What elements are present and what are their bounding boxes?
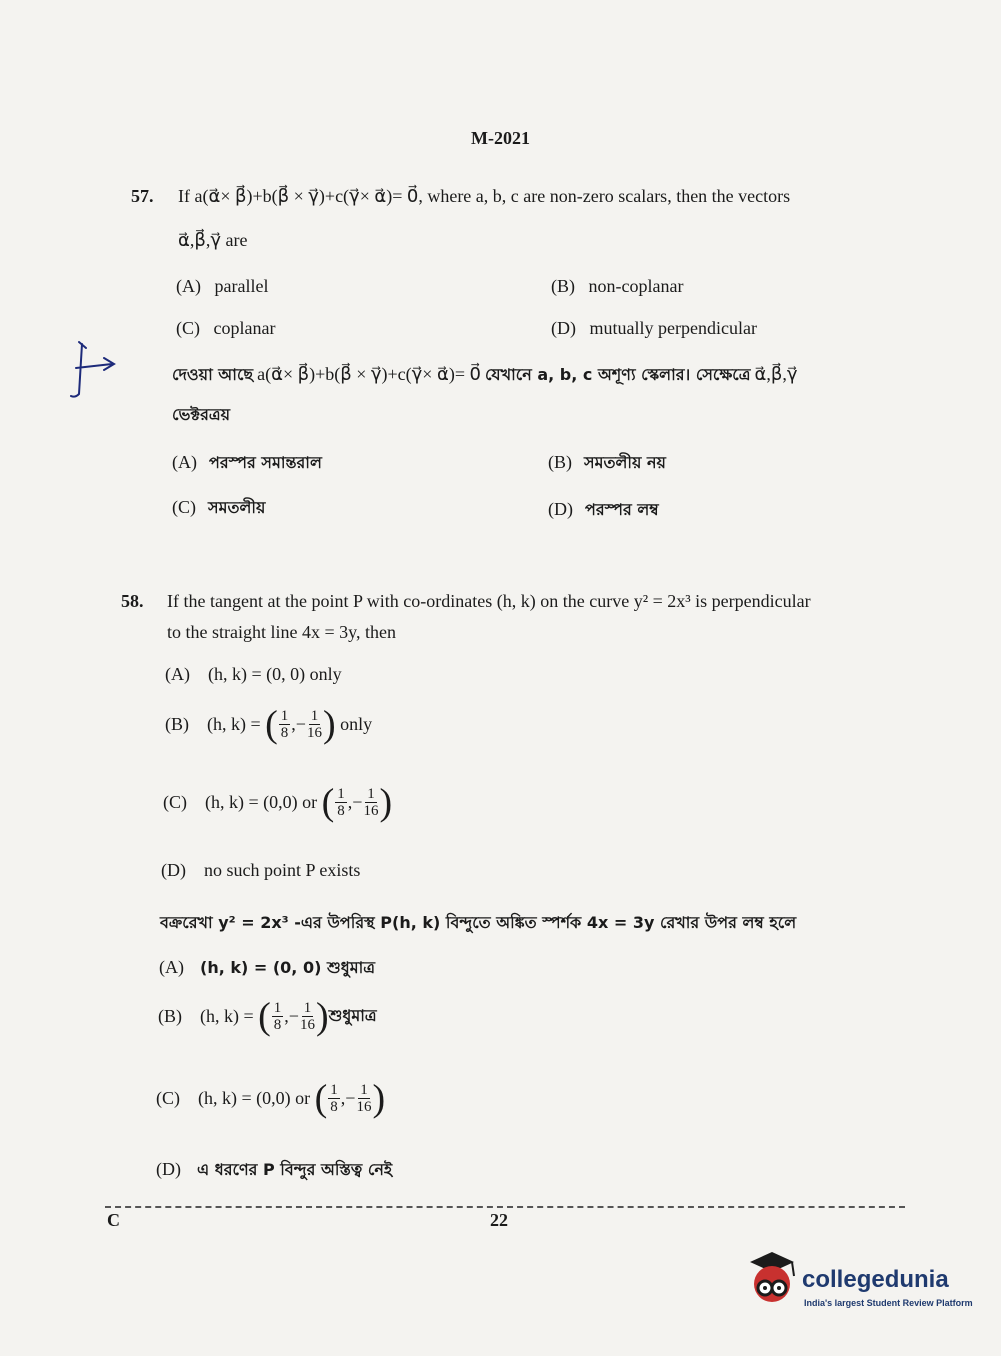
fraction-1-16: $\frac{1}{16}$	[356, 1082, 372, 1115]
option-text: no such point P exists	[204, 860, 361, 880]
q58-option-d	[161, 860, 360, 881]
option-text: সমতলীয় নয়	[584, 453, 666, 472]
fraction-1-8: $\frac{1}{8}$	[280, 708, 289, 741]
q57-option-a	[176, 276, 268, 297]
q58-bengali-stem: বক্ররেখা y² = 2x³ -এর উপরিস্থ P(h, k) বিন্দুতে অঙ্কিত স্পর্শক 4x = 3y রেখার উপর লম্ব হলে	[160, 913, 797, 932]
option-label: (A)	[172, 452, 197, 472]
option-suffix: only	[340, 714, 373, 734]
q57-stem-prefix: If	[178, 186, 190, 206]
bn-suffix: যেখানে a, b, c অশূণ্য স্কেলার। সেক্ষেত্রে	[484, 365, 751, 384]
option-label: (C)	[172, 497, 196, 517]
page-number: 22	[490, 1210, 508, 1230]
option-label: (D)	[551, 318, 576, 338]
option-text: সমতলীয়	[208, 498, 266, 517]
q57-bengali-stem	[172, 362, 797, 389]
option-suffix: শুধুমাত্র	[328, 1006, 377, 1025]
collegedunia-logo	[742, 1248, 972, 1312]
option-label: (C)	[176, 318, 200, 338]
logo-tagline: India's largest Student Review Platform	[804, 1298, 973, 1308]
q58-bn-option-b: (B) (h, k) = ( $\frac{1}{8}$ ,− $\frac{1}{16}$ )শুধুমাত্র	[158, 995, 377, 1038]
option-label: (D)	[156, 1159, 181, 1179]
bn-prefix: দেওয়া আছে	[172, 365, 254, 384]
set-code: C	[107, 1210, 120, 1230]
q58-bn-option-a	[159, 955, 375, 982]
option-text: পরস্পর লম্ব	[585, 500, 659, 519]
fraction-1-16: $\frac{1}{16}$	[306, 708, 322, 741]
q57-bn-option-c	[172, 495, 265, 522]
q57-stem-suffix: , where a, b, c are non-zero scalars, then the vectors	[418, 186, 791, 206]
q57-bn-option-b	[548, 450, 666, 477]
option-text: (h, k) = (0, 0) only	[208, 664, 342, 684]
option-label: (D)	[548, 499, 573, 519]
q58-option-c: (C) (h, k) = (0,0) or ( $\frac{1}{8}$ ,− $\frac{1}{16}$ )	[163, 781, 393, 824]
option-text: এ ধরণের P বিন্দুর অস্তিত্ব নেই	[197, 1160, 393, 1179]
mascot-icon	[742, 1248, 800, 1308]
q57-option-b	[551, 276, 683, 297]
q57-bn-option-a	[172, 450, 322, 477]
fraction-1-16: $\frac{1}{16}$	[299, 1000, 315, 1033]
question-58-number: 58.	[121, 591, 144, 611]
option-text: parallel	[214, 276, 269, 296]
option-label: (B)	[165, 714, 189, 734]
q58-option-b: (B) (h, k) = ( $\frac{1}{8}$ ,− $\frac{1}{16}$ ) only	[165, 703, 373, 746]
q58-stem-line2: to the straight line 4x = 3y, then	[167, 622, 396, 642]
option-label: (C)	[163, 792, 187, 812]
fraction-1-16: $\frac{1}{16}$	[363, 786, 379, 819]
fraction-1-8: $\frac{1}{8}$	[337, 786, 345, 819]
fraction-1-8: $\frac{1}{8}$	[330, 1082, 338, 1115]
q58-bn-option-c: (C) (h, k) = (0,0) or ( $\frac{1}{8}$ ,− $\frac{1}{16}$ )	[156, 1077, 386, 1120]
bn-expression: a(α⃗× β⃗)+b(β⃗ × γ⃗)+c(γ⃗× α⃗)= 0⃗	[257, 364, 481, 384]
option-prefix: (h, k) = (0,0) or	[205, 792, 318, 812]
pen-mark-icon	[68, 338, 128, 400]
option-text: coplanar	[213, 318, 276, 338]
q58-bn-option-d	[156, 1157, 392, 1184]
option-text: পরস্পর সমান্তরাল	[209, 453, 322, 472]
option-label: (A)	[159, 957, 184, 977]
option-prefix: (h, k) =	[200, 1006, 254, 1026]
option-text: non-coplanar	[588, 276, 684, 296]
option-label: (A)	[176, 276, 201, 296]
option-label: (B)	[551, 276, 575, 296]
option-prefix: (h, k) = (0,0) or	[198, 1088, 311, 1108]
q57-bn-option-d	[548, 497, 659, 524]
question-57-number: 57.	[131, 186, 154, 206]
question-57-stem	[178, 186, 790, 207]
q57-option-c	[176, 318, 275, 339]
option-label: (D)	[161, 860, 186, 880]
option-text: (h, k) = (0, 0) শুধুমাত্র	[200, 958, 375, 977]
q57-stem-line2: α⃗,β⃗,γ⃗ are	[178, 230, 248, 250]
fraction-1-8: $\frac{1}{8}$	[273, 1000, 282, 1033]
option-label: (C)	[156, 1088, 180, 1108]
q57-option-d	[551, 318, 757, 339]
exam-code: M-2021	[471, 128, 530, 148]
q57-expression: a(α⃗× β⃗)+b(β⃗ × γ⃗)+c(γ⃗× α⃗)= 0⃗	[194, 186, 419, 206]
logo-name: collegedunia	[802, 1266, 949, 1293]
q58-stem-line1: If the tangent at the point P with co-ordinates (h, k) on the curve y² = 2x³ is perpendicular	[167, 591, 811, 611]
option-label: (A)	[165, 664, 190, 684]
option-label: (B)	[158, 1006, 182, 1026]
option-prefix: (h, k) =	[207, 714, 261, 734]
q57-bengali-line2: ভেক্টরত্রয়	[172, 405, 231, 424]
option-text: mutually perpendicular	[589, 318, 757, 338]
q58-option-a	[165, 664, 342, 685]
footer-divider	[105, 1206, 905, 1208]
bn-vectors: α⃗,β⃗,γ⃗	[754, 364, 798, 384]
option-label: (B)	[548, 452, 572, 472]
